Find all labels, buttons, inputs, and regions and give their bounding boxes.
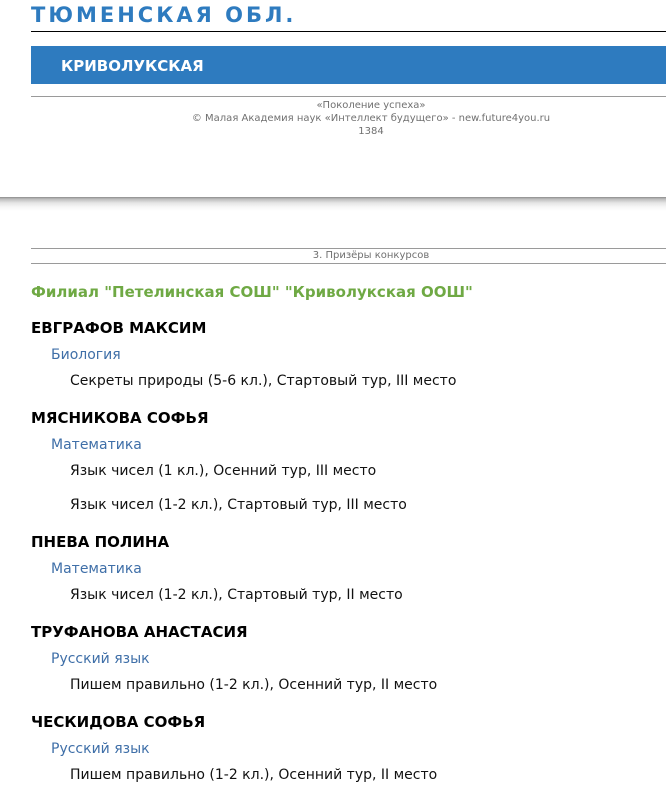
page-previous [0,0,666,197]
award-entry: Язык чисел (1-2 кл.), Стартовый тур, II место [70,587,403,603]
page-break [0,197,666,211]
section-header: 3. Призёры конкурсов [312,250,430,261]
award-entry: Пишем правильно (1-2 кл.), Осенний тур, II место [70,677,438,693]
award-entry: Пишем правильно (1-2 кл.), Осенний тур, II место [70,767,438,783]
subject-label: Математика [51,437,142,453]
region-title: ТЮМЕНСКАЯ ОБЛ. [31,3,297,27]
district-banner [31,46,666,84]
title-divider [31,31,666,32]
subject-label: Биология [51,347,121,363]
district-name: КРИВОЛУКСКАЯ [61,57,204,75]
person-name: ЕВГРАФОВ МАКСИМ [31,319,207,337]
person-name: ТРУФАНОВА АНАСТАСИЯ [31,623,248,641]
school-name: Филиал "Петелинская СОШ" "Криволукская ООШ" [31,283,473,301]
page-footer [31,99,666,138]
footer-copyright: © Малая Академия наук «Интеллект будущего» - new.future4you.ru [191,113,551,124]
page-number: 1384 [358,126,384,137]
header-divider-bottom [31,263,666,264]
award-entry: Секреты природы (5-6 кл.), Стартовый тур, III место [70,373,457,389]
subject-label: Математика [51,561,142,577]
footer-project: «Поколение успеха» [316,100,426,111]
subject-label: Русский язык [51,741,150,757]
footer-divider [31,96,666,97]
person-name: МЯСНИКОВА СОФЬЯ [31,409,209,427]
person-name: ПНЕВА ПОЛИНА [31,533,170,551]
award-entry: Язык чисел (1 кл.), Осенний тур, III место [70,463,377,479]
award-entry: Язык чисел (1-2 кл.), Стартовый тур, III место [70,497,407,513]
subject-label: Русский язык [51,651,150,667]
header-divider-top [31,248,666,249]
person-name: ЧЕСКИДОВА СОФЬЯ [31,713,206,731]
